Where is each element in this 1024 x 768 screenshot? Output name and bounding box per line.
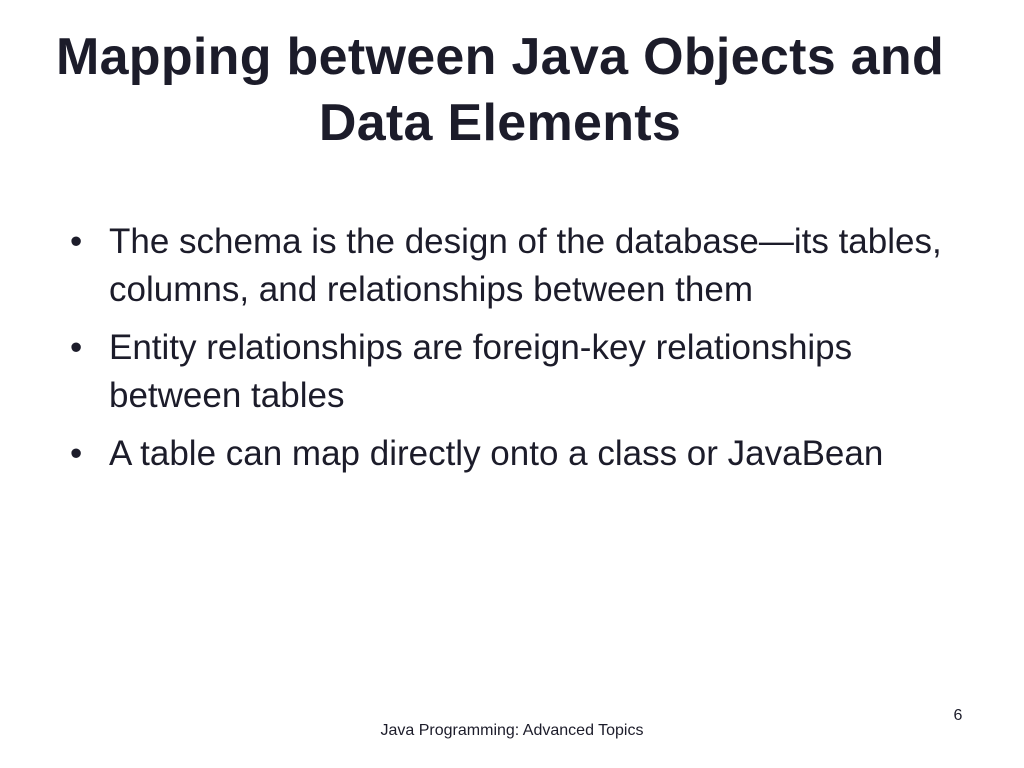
slide-number: 6 — [953, 707, 963, 724]
bullet-text: Entity relationships are foreign-key relationships between tables — [109, 328, 853, 415]
bullet-dot: • — [70, 222, 83, 261]
bullet-item — [70, 218, 970, 314]
slide-title: Mapping between Java Objects and Data Elements — [55, 28, 945, 152]
bullet-item — [70, 324, 970, 420]
bullet-text: The schema is the design of the database—its tables, columns, and relationships between them — [109, 222, 942, 309]
bullet-list — [70, 218, 970, 488]
slide-footer: Java Programming: Advanced Topics — [380, 722, 644, 739]
bullet-text: A table can map directly onto a class or JavaBean — [109, 434, 884, 473]
bullet-item — [70, 430, 970, 478]
bullet-dot: • — [70, 434, 83, 473]
bullet-dot: • — [70, 328, 83, 367]
